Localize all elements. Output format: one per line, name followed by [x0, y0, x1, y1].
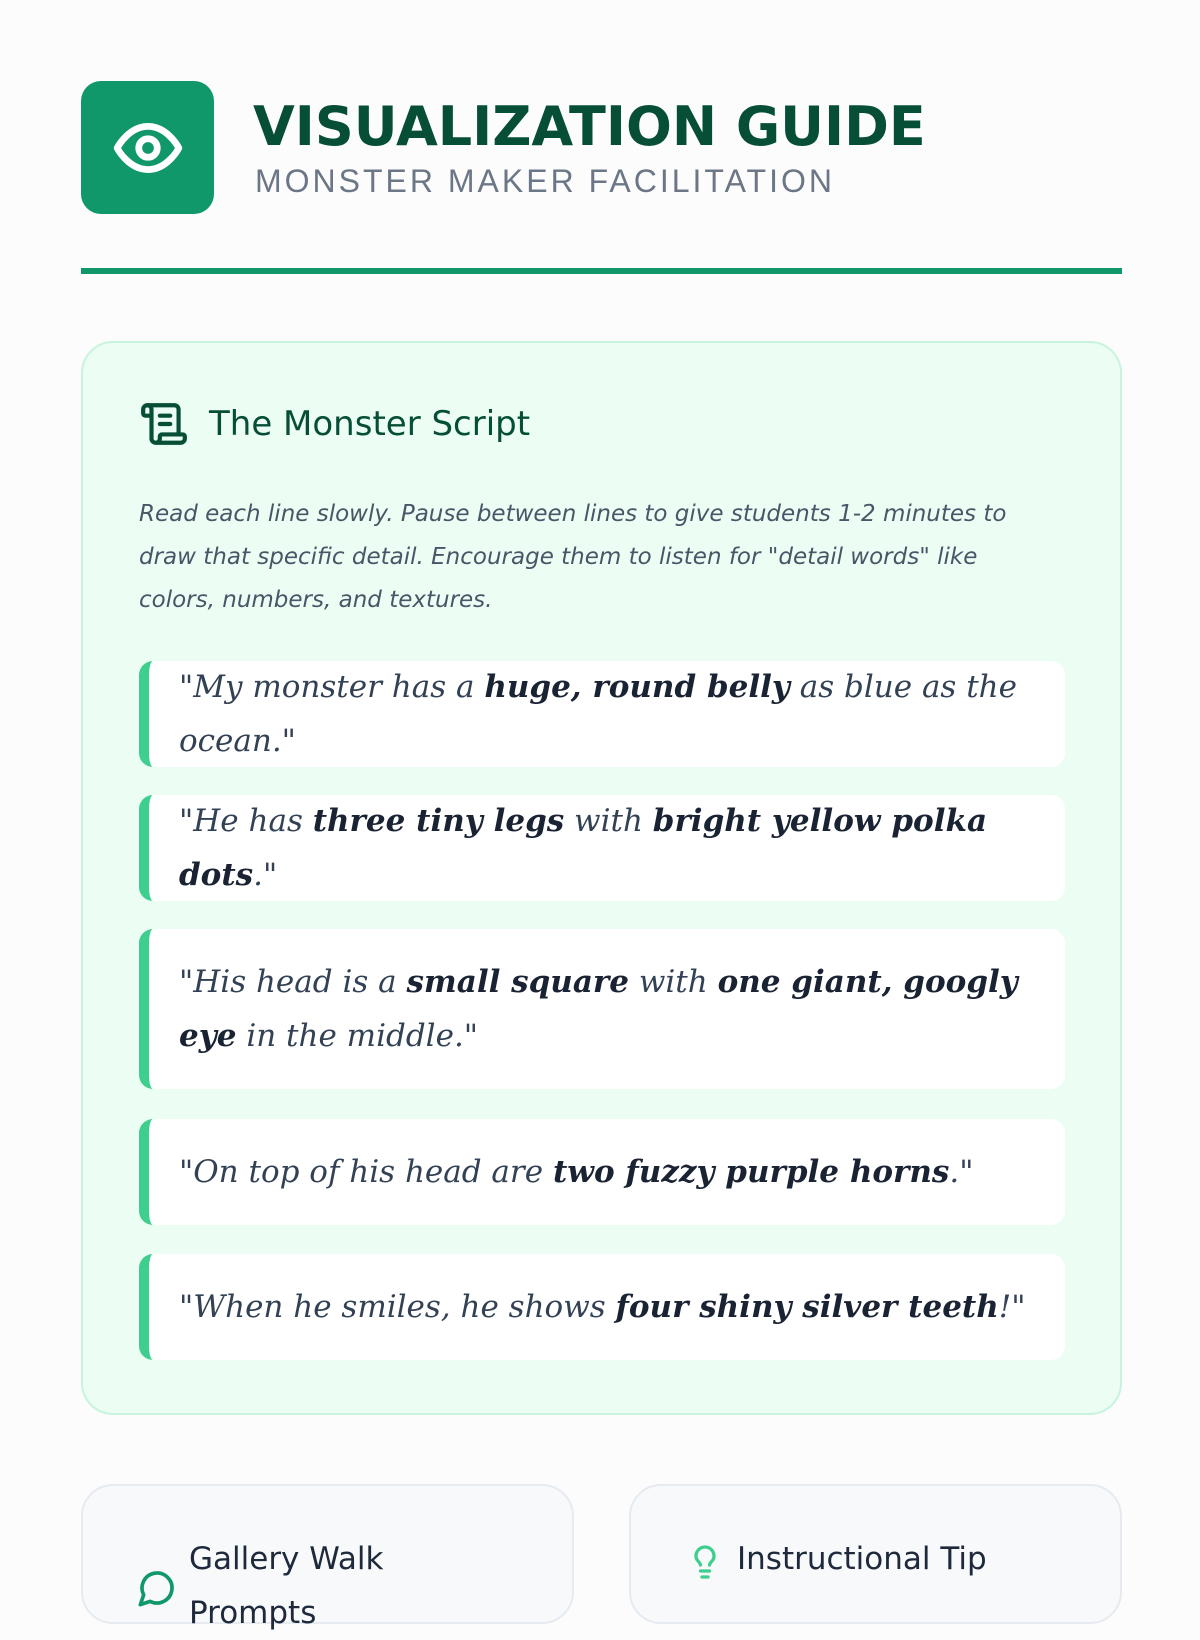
gallery-walk-card	[81, 1484, 574, 1631]
script-line: "On top of his head are two fuzzy purple horns."	[139, 1119, 1065, 1225]
page-title: VISUALIZATION GUIDE	[253, 95, 926, 158]
page-header	[81, 81, 1122, 273]
lightbulb-icon	[687, 1542, 723, 1582]
script-line: "His head is a small square with one giant, googly eye in the middle."	[139, 929, 1065, 1089]
page-subtitle: MONSTER MAKER FACILITATION	[255, 163, 835, 199]
script-heading	[139, 398, 530, 450]
instructional-tip-title: Instructional Tip	[737, 1541, 987, 1577]
eye-icon	[111, 111, 185, 185]
speech-bubble-icon	[137, 1568, 177, 1608]
instructional-tip-card	[629, 1484, 1122, 1624]
script-line: "My monster has a huge, round belly as blue as the ocean."	[139, 661, 1065, 767]
gallery-walk-title: Gallery Walk Prompts	[189, 1541, 384, 1631]
script-instructions: Read each line slowly. Pause between lines to give students 1-2 minutes to draw that specific detail. Encourage them to listen for "detail words" like colors, numbers, and textures.	[139, 501, 1007, 613]
logo-badge	[81, 81, 214, 214]
monster-script-card	[81, 341, 1122, 1415]
script-line: "When he smiles, he shows four shiny silver teeth!"	[139, 1254, 1065, 1360]
script-line: "He has three tiny legs with bright yellow polka dots."	[139, 795, 1065, 901]
header-divider	[81, 268, 1122, 274]
script-title: The Monster Script	[209, 404, 531, 444]
scroll-icon	[139, 399, 189, 449]
